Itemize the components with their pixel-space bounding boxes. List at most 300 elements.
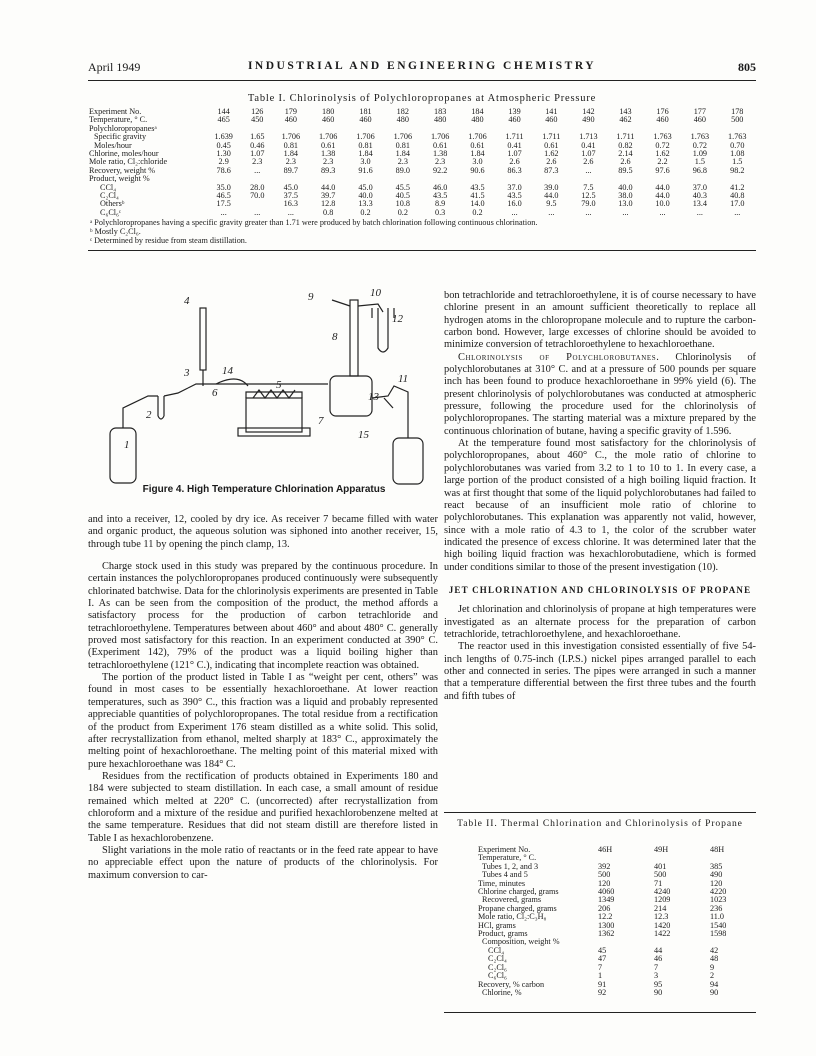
table2-cell: 7 [598,962,603,972]
table2-bottom-rule [444,1012,756,1013]
table1-cell: 87.3 [544,165,559,175]
table2-row-label: HCl, grams [478,920,516,930]
table2-row-label: Tubes 1, 2, and 3 [482,861,539,871]
table1-cell: ... [659,207,666,217]
svg-text:12: 12 [392,313,403,325]
table1-cell: ... [220,207,227,217]
paragraph: The reactor used in this investigation consisted essentially of five 54-inch lengths of 0.75-inch (I.P.S.) nickel pipes arranged parallel to each other and connected in series. The pipes were arranged in such a manner that a temperature differential between the first three tubes and the fourth and fifth tubes of [444,641,756,702]
table1-cell: 12.5 [581,191,596,201]
table1-row-label: Moles/hour [94,140,132,150]
svg-text:8: 8 [332,331,338,343]
table1-cell: 78.6 [216,165,231,175]
table1-cell: 1.07 [507,149,522,159]
table1-row-label: Mole ratio, Cl₂:chloride [89,157,168,167]
table1-cell: 0.41 [581,140,596,150]
table1-cell: 45.0 [283,182,298,192]
table2-cell: 46H [598,845,613,854]
table1-cell: 0.70 [730,140,745,150]
table1-cell: 37.5 [283,191,298,201]
table1-row-label: Polychloropropanesᵃ [89,123,157,133]
table2-cell: 1420 [654,920,671,930]
table1-cell: 0.61 [432,140,448,150]
table1-cell: 37.0 [507,182,522,192]
table1-cell: 9.5 [546,199,557,209]
table1-cell: ... [287,207,294,217]
table1-cell: 46.0 [432,182,448,192]
table1-cell: 0.72 [655,140,670,150]
table1-cell: 40.0 [358,191,373,201]
table2-row-label: CCl₄ [488,945,505,955]
table1-row-label: Product, weight % [89,174,150,184]
paragraph: The portion of the product listed in Table I as “weight per cent, others” was found in most cases to be essentially hexachloroethane. At lower reaction temperatures, such as 390° C., this fraction was a liquid and probably represented appreciable quantities of polychloropropanes. The total residue from a rectification of the product from Experiment 176 steam distilled as a white solid. This solid, after recrystallization from ethanol, melted sharply at 183° C., approximately the melting point of hexachloroethane. The melting point of this material mixed with pure hexachloroethane was 184° C. [88,672,438,770]
table1-cell: 13.3 [358,199,373,209]
table1-row-label: Othersᵇ [100,199,125,209]
table2-cell: 1422 [654,929,671,939]
table1-cell: 2.2 [657,157,668,167]
table1-cell: 1.65 [250,132,265,142]
table1-cell: 1.706 [356,132,375,142]
table1-cell: 1.639 [214,132,233,142]
table1-cell: 40.3 [692,191,708,201]
table1-cell: 89.0 [395,165,410,175]
table1-cell: 0.81 [283,140,298,150]
receiver-7 [330,376,372,416]
table1-cell: ... [548,207,555,217]
furnace [246,398,302,432]
table1-cell: 2.3 [397,157,408,167]
table2-row-label: Composition, weight % [482,937,560,947]
table1-cell: 44.0 [544,191,559,201]
table2-cell: 47 [598,954,607,964]
table1-cell: 2.6 [546,157,557,167]
table1-cell: 1.706 [430,132,450,142]
table2-cell: 2 [710,971,715,981]
table2-row-label: Chlorine charged, grams [478,887,559,897]
table2-row-label: Recovered, grams [482,895,542,905]
table2-cell: 1023 [710,895,727,905]
svg-text:13: 13 [368,391,379,403]
table1-cell: 480 [471,115,484,125]
table2-cell: 500 [654,870,667,880]
table2-cell: 1209 [654,895,671,905]
table2-cell: 206 [598,903,611,913]
table1-cell: 46.5 [216,191,231,201]
table2-cell: 11.0 [710,912,725,922]
table1-cell: 1.07 [250,149,265,159]
svg-text:15: 15 [358,429,369,441]
table1-cell: 142 [582,107,595,116]
table2-cell: 91 [598,979,607,989]
table1-cell: 1.713 [579,132,598,142]
table1-row-label: Experiment No. [89,107,142,116]
table1-cell: 460 [693,115,706,125]
table1-cell: ... [734,207,741,217]
burette [200,308,206,370]
paragraph: Residues from the rectification of products obtained in Experiments 180 and 184 were subjected to steam distillation. In each case, a small amount of residue remained which melted at 220° C. (uncorrected) after recrystallization from chloroform and a mixture of the residue and purified hexachlorobenzene melted at the same temperature. Residues that did not steam distill are therefore listed in Table I as hexachlorobenzene. [88,770,438,844]
table1-cell: 86.3 [507,165,522,175]
table1-cell: 91.6 [358,165,373,175]
table1-cell: 0.45 [216,140,231,150]
table1-cell: 183 [434,107,447,116]
table1-cell: 500 [731,115,744,125]
table2-cell: 500 [598,870,611,880]
svg-text:3: 3 [184,367,190,379]
table2-cell: 120 [598,878,611,888]
table1-cell: 10.8 [395,199,410,209]
table1-cell: 10.0 [655,199,670,209]
table1-cell: 460 [322,115,335,125]
table1-row [88,150,756,158]
table2-cell: 4220 [710,887,727,897]
table1-cell: 44.0 [655,182,670,192]
table2-cell: 1540 [710,920,727,930]
table1-cell: 16.3 [283,199,298,209]
table2-row-label: Chlorine, % [482,987,522,997]
table1-cell: 1.706 [318,132,338,142]
table1-cell: 1.38 [432,149,448,159]
table1-cell: 3.0 [472,157,483,167]
table1-cell: 0.2 [360,207,371,217]
table1-cell: ... [585,207,592,217]
table1-cell: ... [254,165,261,175]
table1-cell: 0.2 [472,207,483,217]
table2-cell: 9 [710,962,715,972]
table1-cell: 462 [619,115,632,125]
table2-cell: 1 [598,971,603,981]
table2-cell: 4240 [654,887,671,897]
table2-cell: 48H [710,845,725,854]
table1-cell: ... [254,207,261,217]
table2-cell: 392 [598,861,611,871]
paragraph-heading: Chlorinolysis of Polychlorobutanes. [458,351,660,363]
table1-cell: 2.6 [509,157,520,167]
svg-text:11: 11 [398,373,409,385]
table1-row-label: Specific gravity [94,132,147,142]
table2-cell: 214 [654,903,667,913]
left-column [88,514,438,882]
table1-cell: ... [585,165,592,175]
table1-cell: 0.61 [544,140,559,150]
table2-caption: Table II. Thermal Chlorination and Chlorinolysis of Propane [457,818,743,829]
table2-cell: 92 [598,987,607,997]
paragraph-text: Chlorinolysis of polychlorobutanes at 310° C. and at a pressure of 500 pounds per square inch has been found to produce hexachloroethane in 99% yield (6). The present chlorinolysis of polychlorobutanes was conducted at atmospheric pressure, following the procedure used for the chlorinolysis of polychloropropanes. The starting material was a mixture prepared by the continuous chlorination of butane, having a specific gravity of 1.596. [444,351,756,437]
table1-cell: 92.2 [432,165,448,175]
table2-cell: 12.3 [654,912,669,922]
table2-row-label: Mole ratio, Cl₂:C₃H₈ [478,912,547,922]
svg-text:2: 2 [146,409,152,421]
table1-cell: 1.84 [358,149,373,159]
table1-cell: 1.08 [730,149,745,159]
svg-text:6: 6 [212,387,218,399]
table2-cell: 1349 [598,895,615,905]
table1-cell: 182 [396,107,409,116]
table1-cell: 177 [693,107,706,116]
table1-cell: 43.5 [507,191,522,201]
section-heading: JET CHLORINATION AND CHLORINOLYSIS OF PROPANE [448,584,752,595]
table2 [476,846,752,997]
table2-top-rule [444,812,756,813]
table1-cell: 0.46 [250,140,265,150]
svg-text:9: 9 [308,291,314,303]
table2-cell: 90 [654,987,663,997]
table1-cell: 1.706 [281,132,301,142]
running-header [88,60,756,76]
issue-date: April 1949 [88,60,141,74]
table2-row-label: Tubes 4 and 5 [482,870,528,880]
table1-cell: 2.9 [218,157,229,167]
table1-cell: 460 [284,115,297,125]
table1-caption: Table I. Chlorinolysis of Polychloropropanes at Atmospheric Pressure [247,93,597,104]
svg-text:7: 7 [318,415,324,427]
table1-cell: 41.2 [730,182,745,192]
table2-cell: 1598 [710,929,727,939]
table2-cell: 1362 [598,929,615,939]
table1-cell: 2.3 [323,157,334,167]
table2-cell [584,938,640,946]
table1-cell: 1.706 [468,132,487,142]
table1-cell: 0.41 [507,140,522,150]
svg-text:14: 14 [222,365,233,377]
table1-row-label: C₆Cl₆ᶜ [100,207,122,217]
table1-row-label: Chlorine, moles/hour [89,149,159,159]
table1-cell: 1.84 [283,149,298,159]
table1-cell: 0.72 [692,140,708,150]
table2-cell: 49H [654,845,669,854]
table2-cell: 90 [710,987,719,997]
paragraph: At the temperature found most satisfactory for the chlorinolysis of polychloropropanes, about 460° C., the mole ratio of chlorine to polychlorobutanes was varied from 3.2 to 1 to 10 to 1. In every case, a large portion of the product consisted of a high boiling liquid fraction. It was at first thought that some of the liquid polychlorobutanes had failed to react because of an insufficient mole ratio of chlorine to polychlorobutanes. This explanation was apparently not valid, however, since with a mole ratio of 4.3 to 1, the color of the scrubber water indicated the presence of excess chlorine. It was determined later that the high boiling liquid fraction was hexachlorobutadiene, which is formed under conditions similar to those of the present investigation (10). [444,438,756,573]
table1-row-label: Recovery, weight % [89,165,156,175]
table1-cell: 43.5 [432,191,448,201]
chlorine-cylinder [110,428,136,483]
table1-row [88,200,756,208]
table1-cell: 39.0 [544,182,559,192]
table1-cell: 0.81 [358,140,373,150]
svg-text:1: 1 [124,439,130,451]
table2-row [476,989,752,997]
table1-row-label: CCl₄ [100,182,117,192]
table1-cell: 13.4 [692,199,708,209]
paragraph: Jet chlorination and chlorinolysis of propane at high temperatures were investigated as an alternate process for the preparation of carbon tetrachloride, tetrachloroethylene, and hexachloroethane. [444,604,756,640]
journal-title: INDUSTRIAL AND ENGINEERING CHEMISTRY [247,60,597,72]
right-column [444,290,756,703]
table1-cell: 1.38 [321,149,336,159]
table2-row-label: Recovery, % carbon [478,979,545,989]
table1-cell: 3.0 [360,157,371,167]
table1-cell: 12.8 [321,199,336,209]
table1-footnote-a: ᵃ Polychloropropanes having a specific gravity greater than 1.71 were produced by batch chlorination following continuous chlorination. [90,218,538,227]
table1-cell: 1.5 [732,157,743,167]
table1-cell: 96.8 [692,165,708,175]
table1-cell: 1.763 [653,132,672,142]
table1-cell: 1.84 [470,149,485,159]
paragraph: and into a receiver, 12, cooled by dry ice. As receiver 7 became filled with water and organic product, the aqueous solution was siphoned into another receiver, 15, through tube 11 by opening the pinch clamp, 13. [88,514,438,550]
table1-cell: 44.0 [321,182,336,192]
table2-cell: 12.2 [598,912,613,922]
table2-cell [696,938,752,946]
table2-row-label: C₆Cl₆ [488,971,507,981]
table2-row-label: Propane charged, grams [478,903,557,913]
table1-cell: 14.0 [470,199,485,209]
table1 [88,108,756,217]
table2-cell: 94 [710,979,719,989]
table1-cell: 460 [545,115,558,125]
table1-row-label: Temperature, ° C. [89,115,148,125]
table1-cell: ... [622,207,629,217]
table2-cell: 44 [654,945,663,955]
table1-cell: 144 [217,107,230,116]
paragraph: Slight variations in the mole ratio of reactants or in the feed rate appear to have no appreciable effect upon the nature of products of the chlorinolysis. For maximum conversion to car- [88,844,438,881]
table1-cell: 0.61 [321,140,336,150]
condenser-column [350,300,358,376]
table1-cell: ... [511,207,518,217]
table1-cell: 1.763 [690,132,710,142]
table1-cell: 28.0 [250,182,265,192]
table1-cell: 480 [396,115,409,125]
table2-cell: 1300 [598,920,615,930]
table1-bottom-rule [88,250,756,251]
table1-cell: 2.3 [252,157,263,167]
apparatus-drawing [88,288,440,488]
table2-cell [640,938,696,946]
table1-cell: 490 [582,115,595,125]
table1-cell: 1.84 [395,149,410,159]
table1-cell: 40.8 [730,191,745,201]
table1-footnote-b: ᵇ Mostly C₂Cl₆. [90,227,141,236]
svg-text:4: 4 [184,295,190,307]
table1-cell: 16.0 [507,199,522,209]
table1-cell: 38.0 [618,191,633,201]
table2-cell: 42 [710,945,719,955]
header-rule [88,80,756,81]
table2-cell: 48 [710,954,719,964]
table2-cell: 95 [654,979,663,989]
table1-cell: 179 [284,107,297,116]
table2-cell: 490 [710,870,723,880]
table1-cell: 45.0 [358,182,373,192]
table1-cell: 1.07 [581,149,596,159]
table2-cell [640,854,696,862]
table1-cell: 44.0 [655,191,670,201]
table2-cell [584,854,640,862]
table1-cell: 17.5 [216,199,231,209]
table1-cell: 465 [217,115,230,125]
table2-cell: 3 [654,971,659,981]
table1-cell: 0.8 [323,207,334,217]
paragraph: bon tetrachloride and tetrachloroethylene, it is of course necessary to have chlorine present in an amount sufficient theoretically to replace all hydrogen atoms in the chloropropane molecule and to rupture the carbon-carbon bond. However, large excesses of chlorine should be avoided to minimize conversion of tetrachloroethylene to hexachloroethane. [444,290,756,351]
table1-cell: 0.3 [435,207,446,217]
figure4 [88,288,440,498]
table1-cell: 7.5 [583,182,594,192]
table1-cell: 2.14 [618,149,633,159]
paragraph: Charge stock used in this study was prepared by the continuous procedure. In certain instances the polychloropropanes produced continuously were subsequently chlorinated batchwise. Data for the chlorinolysis experiments are presented in Table I. As can be seen from the composition of the product, the method affords a satisfactory process for the production of carbon tetrachloride and tetrachloroethylene. Temperatures between about 460° and about 480° C. generally proved most satisfactory for this reaction. In an experiment conducted at 390° C. (Experiment 142), 79% of the product was a liquid boiling higher than tetrachloroethylene (121° C.), indicating that incomplete reaction was obtained. [88,561,438,671]
table2-cell: 71 [654,878,663,888]
table1-cell: 79.0 [581,199,596,209]
svg-text:10: 10 [370,288,381,299]
table1-cell: 460 [656,115,669,125]
table1-cell: 97.6 [655,165,670,175]
table1-cell: 40.5 [395,191,410,201]
table1-cell: 1.711 [616,132,635,142]
table1-cell: 89.7 [283,165,298,175]
figure4-caption: Figure 4. High Temperature Chlorination Apparatus [142,484,386,495]
table2-cell: 4060 [598,887,615,897]
table2-cell: 46 [654,954,663,964]
table1-cell: 39.7 [321,191,336,201]
table1-cell: 13.0 [618,199,633,209]
table1-cell: 70.0 [250,191,265,201]
paragraph [444,352,756,438]
table1-row [88,167,756,175]
table1-cell: 1.763 [728,132,747,142]
table1-cell: 126 [251,107,264,116]
table1-cell: 43.5 [470,182,485,192]
table2-cell: 236 [710,903,723,913]
table2-cell: 401 [654,861,667,871]
table1-cell: ... [696,207,703,217]
table1-cell: 0.61 [470,140,485,150]
table2-row-label: Time, minutes [478,878,526,888]
table1-cell: 17.0 [730,199,745,209]
table1-cell: 37.0 [692,182,708,192]
table1-cell: 184 [471,107,484,116]
table1-cell: 176 [656,107,669,116]
table1-cell: 41.5 [470,191,485,201]
table1-cell: 1.706 [393,132,413,142]
table1-cell: 178 [731,107,744,116]
table1-row [88,116,756,124]
table1-cell: 480 [434,115,447,125]
table1-cell: 460 [508,115,521,125]
table1-cell: 1.30 [216,149,231,159]
table2-row-label: Temperature, ° C. [478,853,537,863]
table1-cell: 2.6 [620,157,631,167]
table1-cell: 45.5 [395,182,410,192]
table1-cell: 98.2 [730,165,745,175]
table1-row-label: C₂Cl₄ [100,191,119,201]
table1-cell: 40.0 [618,182,633,192]
table1-cell: 1.711 [505,132,524,142]
table2-row-label: C₂Cl₄ [488,954,507,964]
table1-cell: 143 [619,107,632,116]
table2-cell: 45 [598,945,607,955]
table1-footnote-c: ᶜ Determined by residue from steam distillation. [90,236,247,245]
table1-cell: 0.81 [395,140,410,150]
table2-cell [696,854,752,862]
svg-text:5: 5 [276,379,282,391]
table2-cell: 385 [710,861,723,871]
table1-cell: 1.62 [655,149,670,159]
table2-row-label: Experiment No. [478,845,531,854]
table1-cell: 460 [359,115,372,125]
table1-cell: 0.2 [397,207,408,217]
table1-cell: 180 [322,107,335,116]
table2-row-label: Product, grams [478,929,528,939]
table1-cell: 2.3 [435,157,446,167]
table1-cell: 2.6 [583,157,594,167]
table2-cell: 120 [710,878,723,888]
table2-row-label: C₂Cl₆ [488,962,507,972]
table1-cell: 2.3 [285,157,296,167]
receiver-15 [393,438,423,484]
table1-cell: 450 [251,115,264,125]
table2-cell: 7 [654,962,659,972]
table1-cell: 89.3 [321,165,336,175]
page-number: 805 [738,60,756,74]
table1-cell: 139 [508,107,521,116]
table1-cell: 90.6 [470,165,485,175]
table1-cell: 181 [359,107,372,116]
table1-cell: 1.711 [542,132,561,142]
